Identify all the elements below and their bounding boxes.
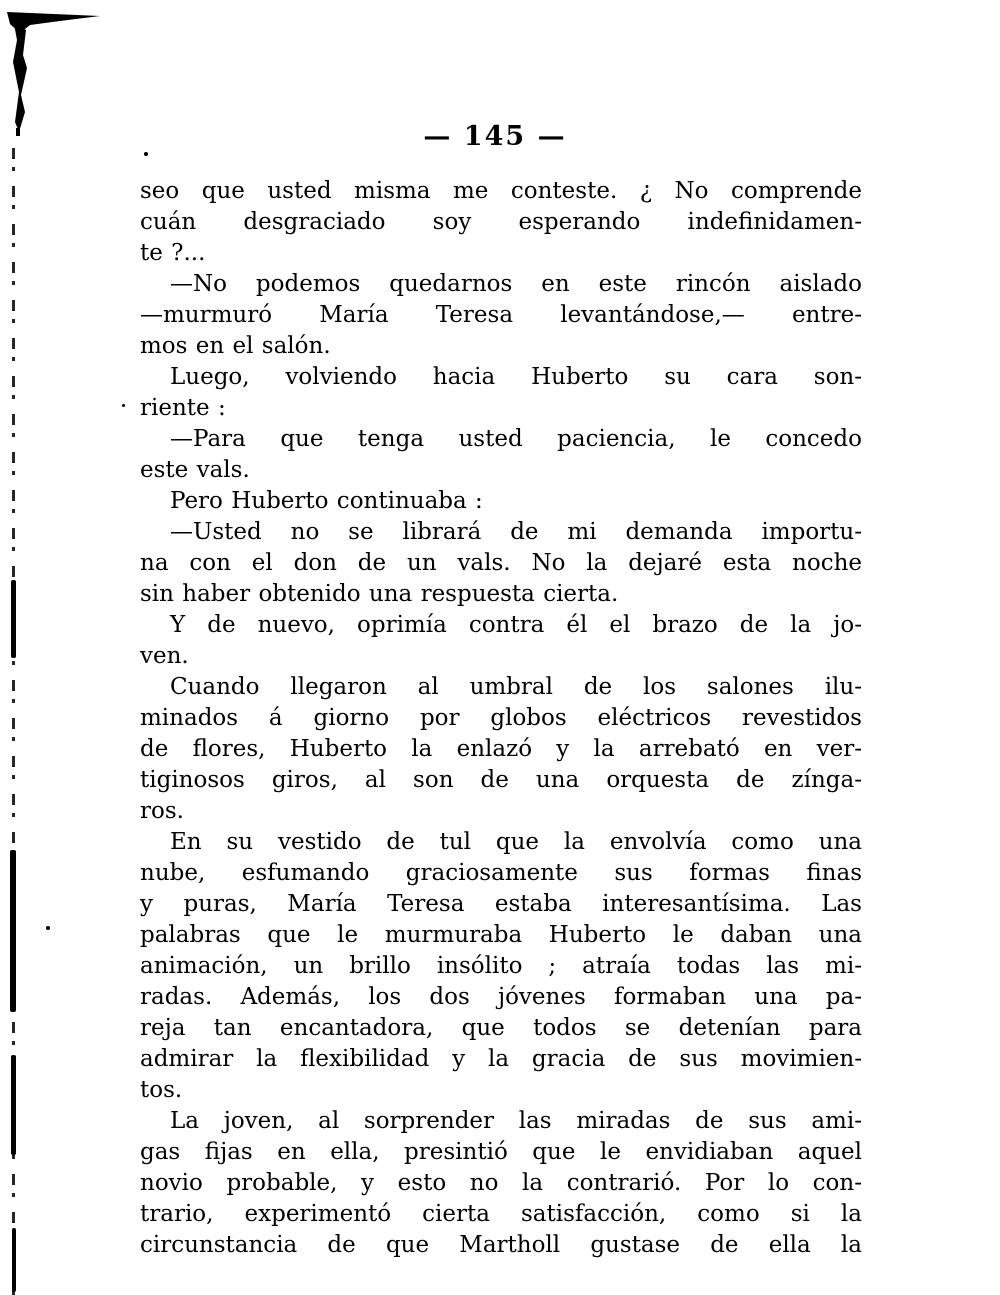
text-line: te ?... bbox=[140, 240, 206, 266]
text-line: trario, experimentó cierta satisfacción, como si la bbox=[140, 1201, 862, 1227]
scan-edge-blob bbox=[11, 580, 16, 658]
page-text bbox=[140, 176, 862, 1261]
scan-blot-top-left-icon bbox=[0, 0, 120, 145]
text-line: —Para que tenga usted paciencia, le concedo bbox=[170, 426, 862, 452]
text-line: gas fijas en ella, presintió que le envidiaban aquel bbox=[140, 1139, 862, 1165]
text-line: ros. bbox=[140, 798, 184, 824]
scan-speck bbox=[144, 152, 148, 156]
text-line: radas. Además, los dos jóvenes formaban una pa- bbox=[140, 984, 862, 1010]
scan-edge-blob bbox=[10, 850, 16, 1012]
text-line: mos en el salón. bbox=[140, 333, 331, 359]
page-number: — 145 — bbox=[423, 121, 567, 152]
text-line: tiginosos giros, al son de una orquesta de zínga- bbox=[140, 767, 862, 793]
text-line: nube, esfumando graciosamente sus formas finas bbox=[140, 860, 862, 886]
text-line: de flores, Huberto la enlazó y la arrebató en ver- bbox=[140, 736, 862, 762]
text-line: reja tan encantadora, que todos se detenían para bbox=[140, 1015, 862, 1041]
text-line: sin haber obtenido una respuesta cierta. bbox=[140, 581, 619, 607]
scan-edge-blob bbox=[11, 1055, 16, 1155]
text-line: seo que usted misma me conteste. ¿ No comprende bbox=[140, 178, 862, 204]
scan-edge-blob bbox=[12, 1228, 16, 1292]
text-line: tos. bbox=[140, 1077, 183, 1103]
text-line: En su vestido de tul que la envolvía como una bbox=[170, 829, 862, 855]
text-line: Y de nuevo, oprimía contra él el brazo de la jo- bbox=[170, 612, 862, 638]
text-line: ven. bbox=[140, 643, 189, 669]
text-line: riente : bbox=[140, 395, 226, 421]
text-line: novio probable, y esto no la contrarió. Por lo con- bbox=[140, 1170, 862, 1196]
text-line: —Usted no se librará de mi demanda importu- bbox=[170, 519, 862, 545]
text-line: na con el don de un vals. No la dejaré esta noche bbox=[140, 550, 862, 576]
text-line: y puras, María Teresa estaba interesantísima. Las bbox=[140, 891, 862, 917]
text-line: —murmuró María Teresa levantándose,— entre- bbox=[140, 302, 862, 328]
text-line: palabras que le murmuraba Huberto le daban una bbox=[140, 922, 862, 948]
text-line: circunstancia de que Martholl gustase de ella la bbox=[140, 1232, 862, 1258]
text-line: admirar la flexibilidad y la gracia de sus movimien- bbox=[140, 1046, 862, 1072]
text-line: este vals. bbox=[140, 457, 250, 483]
text-line: minados á giorno por globos eléctricos revestidos bbox=[140, 705, 862, 731]
text-line: Pero Huberto continuaba : bbox=[170, 488, 483, 514]
text-line: Cuando llegaron al umbral de los salones ilu- bbox=[170, 674, 862, 700]
scan-speck bbox=[122, 404, 125, 407]
text-line: Luego, volviendo hacia Huberto su cara son- bbox=[170, 364, 862, 390]
scan-speck bbox=[46, 926, 50, 930]
text-line: —No podemos quedarnos en este rincón aislado bbox=[170, 271, 862, 297]
text-line: cuán desgraciado soy esperando indefinidamen- bbox=[140, 209, 862, 235]
text-line: animación, un brillo insólito ; atraía todas las mi- bbox=[140, 953, 862, 979]
text-line: La joven, al sorprender las miradas de sus ami- bbox=[170, 1108, 862, 1134]
